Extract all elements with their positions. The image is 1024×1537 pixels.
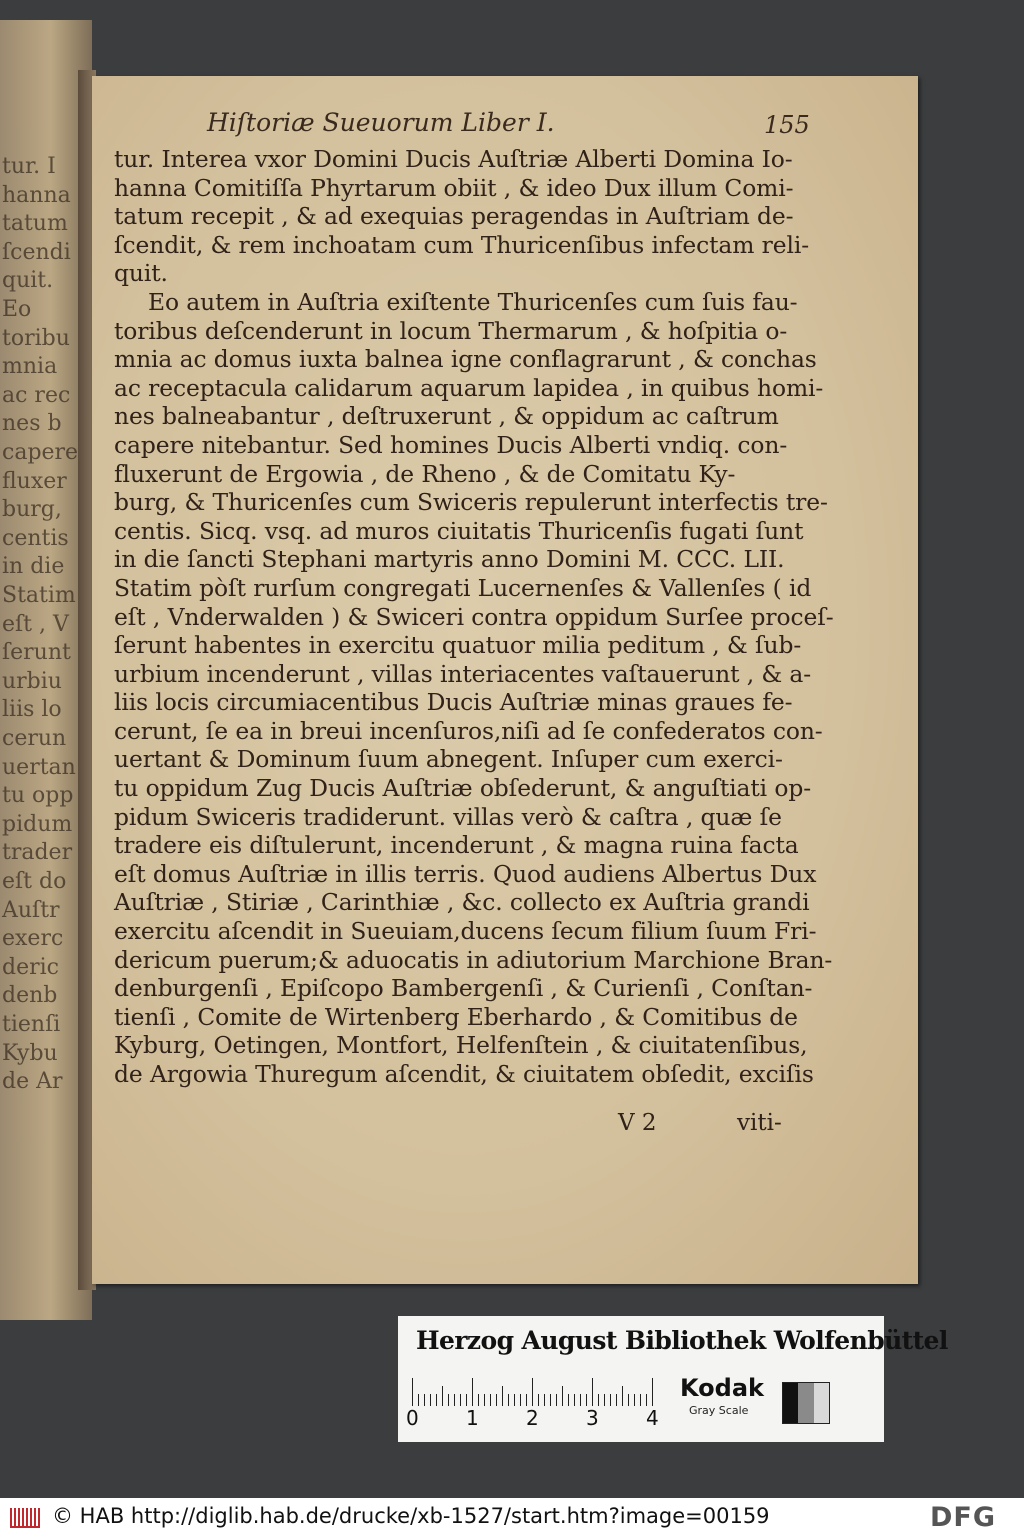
- ruler-tick: [556, 1394, 557, 1406]
- text-line: hanna Comitiſſa Phyrtarum obiit , & ideo Dux illum Comi-: [114, 173, 794, 202]
- previous-page-text-fragment: hanna: [2, 182, 71, 208]
- ruler-tick: [526, 1394, 527, 1406]
- previous-page-text-fragment: in die: [2, 554, 65, 580]
- ruler-tick: [478, 1394, 479, 1406]
- previous-page-text-fragment: centis: [2, 525, 69, 551]
- measurement-ruler: [406, 1368, 662, 1430]
- dfg-logo: DFG: [930, 1502, 997, 1533]
- catchword: viti-: [737, 1110, 782, 1136]
- ruler-tick: [418, 1394, 419, 1406]
- footer-url-text: © HAB http://diglib.hab.de/drucke/xb-1527/start.htm?image=00159: [52, 1504, 770, 1528]
- gray-patch: [783, 1383, 798, 1423]
- text-line: de Argowia Thuregum aſcendit, & ciuitatem obſedit, exciſis: [114, 1060, 814, 1088]
- previous-page-text-fragment: urbiu: [2, 668, 62, 694]
- gray-scale-patches: [782, 1382, 830, 1424]
- page-number: 155: [764, 111, 810, 139]
- text-line: ac receptacula calidarum aquarum lapidea , in quibus homi-: [114, 373, 824, 402]
- previous-page-text-fragment: Eo: [2, 297, 32, 322]
- ruler-tick: [574, 1394, 575, 1406]
- text-line: eſt , Vnderwalden ) & Swiceri contra oppidum Surſee proceſ-: [114, 602, 834, 631]
- ruler-tick: [460, 1394, 461, 1406]
- text-line: cerunt, ſe ea in breui incenſuros,niſi ad ſe confederatos con-: [114, 716, 823, 745]
- text-line: denburgenſi , Epiſcopo Bambergenſi , & Curienſi , Conſtan-: [114, 974, 813, 1003]
- ruler-tick: [442, 1386, 443, 1406]
- previous-page-text-fragment: eſt , V: [2, 611, 69, 637]
- ruler-tick: [514, 1394, 515, 1406]
- previous-page-text-fragment: uertan: [2, 754, 76, 780]
- previous-page-text-fragment: Statim: [2, 583, 76, 608]
- ruler-tick: [562, 1386, 563, 1406]
- text-line: Statim pòſt rurſum congregati Lucernenſes & Vallenſes ( id: [114, 573, 812, 602]
- ruler-tick: [544, 1394, 545, 1406]
- previous-page-text-fragment: liis lo: [2, 697, 62, 723]
- ruler-tick: [568, 1394, 569, 1406]
- previous-page-text-fragment: Auſtr: [2, 897, 60, 923]
- ruler-tick: [628, 1394, 629, 1406]
- text-line: in die ſancti Stephani martyris anno Domini M. CCC. LII.: [114, 545, 785, 574]
- ruler-tick: [616, 1394, 617, 1406]
- ruler-tick: [448, 1394, 449, 1406]
- ruler-tick: [496, 1394, 497, 1406]
- ruler-tick: [436, 1394, 437, 1406]
- ruler-tick: [472, 1378, 473, 1406]
- text-line: capere nitebantur. Sed homines Ducis Alberti vndiq. con-: [114, 430, 788, 459]
- text-line: quit.: [114, 259, 168, 288]
- previous-page-text-fragment: mnia: [2, 354, 58, 380]
- text-line: burg, & Thuricenſes cum Swiceris repulerunt interfectis tre-: [114, 488, 828, 517]
- text-line: tur. Interea vxor Domini Ducis Auſtriæ Alberti Domina Io-: [114, 145, 793, 173]
- ruler-tick: [454, 1394, 455, 1406]
- ruler-tick: [538, 1394, 539, 1406]
- text-line: ſcendit, & rem inchoatam cum Thuricenſibus infectam reli-: [114, 230, 810, 259]
- text-line: fluxerunt de Ergowia , de Rheno , & de Comitatu Ky-: [114, 459, 736, 488]
- previous-page-text-fragment: tienſi: [2, 1012, 61, 1037]
- ruler-tick: [424, 1394, 425, 1406]
- text-line: liis locis circumiacentibus Ducis Auſtriæ minas graues fe-: [114, 688, 793, 717]
- text-line: tatum recepit , & ad exequias peragendas in Auſtriam de-: [114, 202, 794, 231]
- text-line: dericum puerum;& aduocatis in adiutorium Marchione Bran-: [114, 945, 833, 974]
- previous-page-text-fragment: tur. I: [2, 154, 56, 179]
- ruler-number: 0: [406, 1406, 419, 1430]
- ruler-tick: [484, 1394, 485, 1406]
- ruler-tick: [622, 1386, 623, 1406]
- text-line: exercitu aſcendit in Sueuiam,ducens ſecum filium ſuum Fri-: [114, 917, 817, 946]
- text-line: toribus deſcenderunt in locum Thermarum , & hoſpitia o-: [114, 316, 788, 345]
- previous-page-text-fragment: Kybu: [2, 1040, 58, 1066]
- running-head: Hiſtoriæ Sueuorum Liber I.: [207, 108, 555, 137]
- ruler-tick: [592, 1378, 593, 1406]
- previous-page-text-fragment: exerc: [2, 926, 64, 952]
- library-name: Herzog August Bibliothek Wolfenbüttel: [416, 1326, 948, 1355]
- previous-page-text-fragment: ſcendi: [2, 239, 71, 265]
- ruler-number: 4: [646, 1406, 659, 1430]
- previous-page-text-fragment: tatum: [2, 211, 68, 237]
- text-line: Eo autem in Auſtria exiſtente Thuricenſes cum ſuis fau-: [148, 287, 798, 316]
- previous-page-text-fragment: fluxer: [2, 468, 67, 494]
- text-line: urbium incenderunt , villas interiacentes vaſtauerunt , & a-: [114, 659, 812, 688]
- footer-bar: [0, 1498, 1024, 1537]
- text-line: centis. Sicq. vsq. ad muros ciuitatis Thuricenſis fugati ſunt: [114, 516, 804, 545]
- text-line: eſt domus Auſtriæ in illis terris. Quod audiens Albertus Dux: [114, 859, 817, 888]
- previous-page-text-fragment: cerun: [2, 726, 67, 751]
- ruler-tick: [550, 1394, 551, 1406]
- text-line: uertant & Dominum ſuum abnegent. Inſuper cum exerci-: [114, 745, 783, 774]
- previous-page-text-fragment: quit.: [2, 268, 54, 294]
- ruler-tick: [532, 1378, 533, 1406]
- gray-patch: [814, 1383, 829, 1423]
- ruler-tick: [412, 1378, 413, 1406]
- previous-page-text-fragment: nes b: [2, 411, 62, 437]
- text-line: Auſtriæ , Stiriæ , Carinthiæ , &c. collecto ex Auſtria grandi: [114, 888, 810, 917]
- ruler-tick: [430, 1394, 431, 1406]
- ruler-tick: [610, 1394, 611, 1406]
- signature-mark: V 2: [618, 1110, 657, 1136]
- ruler-tick: [490, 1394, 491, 1406]
- previous-page-text-fragment: ſerunt: [2, 640, 71, 666]
- previous-page-text-fragment: pidum: [2, 811, 73, 837]
- kodak-logo: Kodak: [680, 1374, 764, 1402]
- previous-page-text-fragment: denb: [2, 983, 58, 1009]
- text-line: pidum Swiceris tradiderunt. villas verò & caſtra , quæ ſe: [114, 802, 782, 831]
- text-line: mnia ac domus iuxta balnea igne conflagrarunt , & conchas: [114, 345, 817, 374]
- ruler-tick: [646, 1394, 647, 1406]
- text-line: Kyburg, Oetingen, Montfort, Helfenſtein , & ciuitatenſibus,: [114, 1031, 808, 1060]
- gray-scale-label: Gray Scale: [689, 1404, 749, 1417]
- previous-page-text-fragment: ac rec: [2, 382, 71, 408]
- previous-page-text-fragment: eſt do: [2, 869, 67, 894]
- ruler-tick: [520, 1394, 521, 1406]
- previous-page-text-fragment: deric: [2, 954, 59, 980]
- previous-page-text-fragment: toribu: [2, 325, 70, 351]
- previous-page-text-fragment: de Ar: [2, 1069, 63, 1095]
- text-line: nes balneabantur , deſtruxerunt , & oppidum ac caſtrum: [114, 402, 779, 431]
- ruler-tick: [652, 1378, 653, 1406]
- text-line: tradere eis diſtulerunt, incenderunt , & magna ruina facta: [114, 831, 799, 860]
- ruler-tick: [466, 1394, 467, 1406]
- gray-patch: [798, 1383, 813, 1423]
- text-line: tu oppidum Zug Ducis Auſtriæ obſederunt, & anguſtiati op-: [114, 774, 812, 803]
- ruler-tick: [634, 1394, 635, 1406]
- ruler-number: 2: [526, 1406, 539, 1430]
- page-text: [114, 145, 834, 1089]
- previous-page-text-fragment: burg,: [2, 497, 62, 523]
- ruler-tick: [598, 1394, 599, 1406]
- previous-page-text-fragment: tu opp: [2, 783, 74, 809]
- ruler-tick: [640, 1394, 641, 1406]
- ruler-number: 3: [586, 1406, 599, 1430]
- previous-page-text-fragment: trader: [2, 840, 73, 866]
- ruler-number: 1: [466, 1406, 479, 1430]
- ruler-tick: [580, 1394, 581, 1406]
- ruler-tick: [586, 1394, 587, 1406]
- ruler-tick: [508, 1394, 509, 1406]
- hab-logo-icon: [8, 1504, 42, 1530]
- text-line: ſerunt habentes in exercitu quatuor milia peditum , & ſub-: [114, 631, 802, 660]
- previous-page-text-fragment: capere: [2, 440, 79, 465]
- ruler-tick: [502, 1386, 503, 1406]
- text-line: tienſi , Comite de Wirtenberg Eberhardo , & Comitibus de: [114, 1002, 798, 1031]
- ruler-tick: [604, 1394, 605, 1406]
- color-calibration-card: [398, 1316, 948, 1442]
